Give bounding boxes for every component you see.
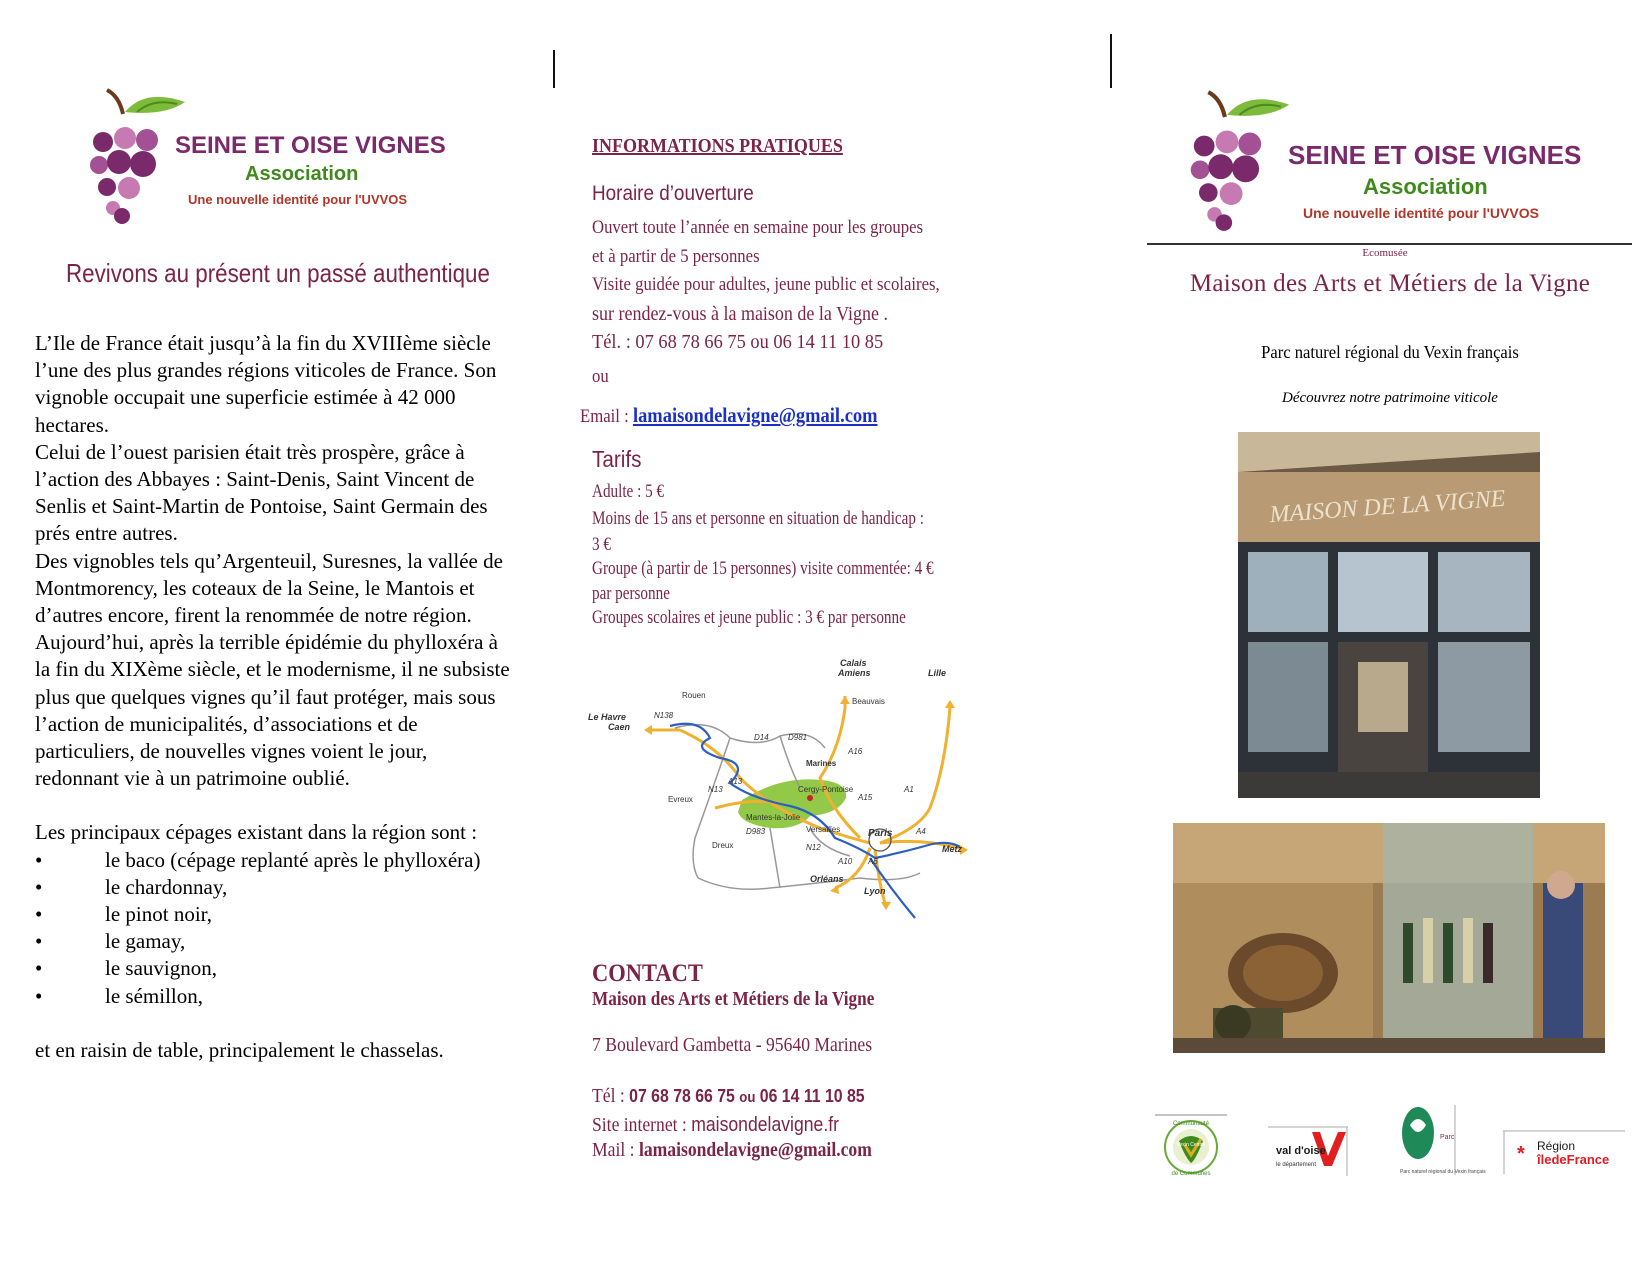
ecomusee-label: Ecomusée <box>1362 247 1408 259</box>
contact-title: CONTACT <box>592 960 703 987</box>
contact-mail: Mail : lamaisondelavigne@gmail.com <box>592 1139 872 1161</box>
logo-association-text: Association <box>1363 174 1488 199</box>
opening-hours-title: Horaire d’ouverture <box>592 182 754 205</box>
map-label: Marines <box>806 759 837 768</box>
val-doise-logo <box>1268 1126 1348 1176</box>
map-label: Calais <box>840 658 867 668</box>
list-item: • le pinot noir, <box>35 902 213 927</box>
map-label: A10 <box>838 857 853 866</box>
map-label: Caen <box>608 722 631 732</box>
map-label: Cergy-Pontoise <box>798 785 854 794</box>
map-label: Lille <box>928 668 947 678</box>
column-divider-right <box>1110 34 1112 88</box>
building-sign: MAISON DE LA VIGNE <box>1268 485 1507 529</box>
map-label: Orléans <box>810 874 844 884</box>
map-label: D981 <box>788 733 808 742</box>
svg-text:Vexin Centre: Vexin Centre <box>1176 1142 1206 1148</box>
map-label: Mantes-la-Jolie <box>746 813 801 822</box>
map-label: D983 <box>746 827 766 836</box>
header-rule <box>1147 243 1632 245</box>
map-label: A13 <box>728 777 743 786</box>
history-paragraph: L’Ile de France était jusqu’à la fin du XVIIIème siècle l’une des plus grandes régions viticoles de France. Son vignoble occupait une superficie estimée à 42 000 hectares. <box>35 331 497 437</box>
map-label: Lyon <box>864 886 886 896</box>
map-label: Rouen <box>682 691 706 700</box>
map-label: N13 <box>708 785 723 794</box>
logo-tagline: Une nouvelle identité pour l'UVVOS <box>1303 205 1539 221</box>
parc-text: Parc naturel régional du Vexin français <box>1261 342 1519 362</box>
building-photo <box>1238 432 1540 798</box>
list-item: • le gamay, <box>35 929 186 954</box>
contact-block <box>592 960 1032 1162</box>
slogan: Revivons au présent un passé authentique <box>66 258 490 288</box>
decouvrez-text: Découvrez notre patrimoine viticole <box>1282 390 1498 406</box>
location-map <box>588 658 1020 963</box>
map-label: Dreux <box>712 841 734 850</box>
opening-hours: Ouvert toute l’année en semaine pour les groupes et à partir de 5 personnes Visite guidée pour adultes, jeune public et scolaires, sur rendez-vous à la maison de la Vigne . Tél. : 07 68 78 66 75 ou 06 14 11 10 85 ou <box>592 217 940 387</box>
svg-text:le département: le département <box>1276 1162 1317 1168</box>
museum-title: Maison des Arts et Métiers de la Vigne <box>1189 270 1591 297</box>
svg-text:Région: Région <box>1537 1139 1576 1153</box>
svg-text:val d'oise: val d'oise <box>1276 1145 1326 1157</box>
history-paragraph: Des vignobles tels qu’Argenteuil, Suresnes, la vallée de Montmorency, les coteaux de la Seine, le Mantois et d’autres encore, firent la renommée de notre région. <box>35 548 503 628</box>
list-item: • le sémillon, <box>35 983 203 1008</box>
email-line: Email : lamaisondelavigne@gmail.com <box>580 403 878 427</box>
list-item: • le baco (cépage replanté après le phylloxéra) <box>35 847 481 872</box>
svg-text:de Communes: de Communes <box>1171 1171 1211 1177</box>
association-logo-left <box>85 86 485 226</box>
association-logo-right <box>1185 88 1615 233</box>
map-label: Paris <box>868 828 893 839</box>
map-label: Amiens <box>838 668 871 678</box>
info-title: INFORMATIONS PRATIQUES <box>592 135 843 157</box>
map-label: Le Havre <box>588 712 627 722</box>
map-label: A16 <box>848 747 863 756</box>
interior-photo <box>1173 823 1605 1053</box>
contact-address: 7 Boulevard Gambetta - 95640 Marines <box>592 1034 873 1056</box>
history-text <box>35 330 515 1064</box>
website-link[interactable]: maisondelavigne.fr <box>691 1114 839 1136</box>
email-link[interactable]: lamaisondelavigne@gmail.com <box>632 403 878 427</box>
svg-text:Parc naturel régional du Vexin: Parc naturel régional du Vexin français <box>1400 1169 1486 1175</box>
tarifs-list: Adulte : 5 € Moins de 15 ans et personne en situation de handicap : 3 € Groupe (à partir de 15 personnes) visite commentée: 4 € par personne Groupes scolaires et jeune public : 3 € par personne <box>592 481 934 628</box>
map-label: A4 <box>916 827 926 836</box>
contact-phone: Tél : 07 68 78 66 75 ou 06 14 11 10 85 <box>592 1084 865 1107</box>
cepages-intro: Les principaux cépages existant dans la région sont : <box>35 820 478 845</box>
svg-text:îledeFrance: îledeFrance <box>1537 1152 1610 1167</box>
map-label: Versailles <box>806 825 841 834</box>
history-paragraph: Aujourd’hui, après la terrible épidémie du phylloxéra à la fin du XIXème siècle, et le modernisme, il ne subsiste plus que quelques vignes qu’il faut protéger, mais sous l’action de municipalités, d’associations et de particuliers, de nouvelles vignes voient le jour, redonnant vie à un patrimoine oublié. <box>35 630 510 791</box>
closing-text: et en raisin de table, principalement le chasselas. <box>35 1037 444 1062</box>
logo-association-text: Association <box>245 163 359 185</box>
svg-text:Parc: Parc <box>1440 1134 1455 1141</box>
region-ile-de-france-logo <box>1503 1130 1625 1174</box>
map-label: D14 <box>754 733 769 742</box>
history-paragraph: Celui de l’ouest parisien était très prospère, grâce à l’action des Abbayes : Saint-Denis, Saint Vincent de Senlis et Saint-Martin de Pontoise, Saint Germain des prés entre autres. <box>35 439 488 546</box>
grape-cluster-icon <box>1185 88 1300 233</box>
map-label: Evreux <box>668 795 693 804</box>
map-label: A15 <box>858 793 873 802</box>
cepages-list <box>35 847 515 1010</box>
list-item: • le sauvignon, <box>35 956 217 981</box>
logo-brand-text: SEINE ET OISE VIGNES <box>1288 140 1582 170</box>
logo-tagline: Une nouvelle identité pour l'UVVOS <box>188 192 408 207</box>
mail-link[interactable]: lamaisondelavigne@gmail.com <box>638 1139 872 1161</box>
contact-website: Site internet : maisondelavigne.fr <box>592 1114 839 1136</box>
map-label: Beauvais <box>852 697 885 706</box>
map-label: N138 <box>654 711 674 720</box>
list-item: • le chardonnay, <box>35 874 228 899</box>
map-label: A1 <box>904 785 914 794</box>
communaute-communes-logo <box>1155 1111 1227 1177</box>
column-divider-left <box>553 50 555 88</box>
map-label: N12 <box>806 843 821 852</box>
map-label: A6 <box>868 857 878 866</box>
tarifs-title: Tarifs <box>592 445 642 472</box>
parc-naturel-logo <box>1400 1105 1486 1175</box>
contact-name: Maison des Arts et Métiers de la Vigne <box>592 988 875 1010</box>
svg-text:*: * <box>1517 1143 1525 1165</box>
map-label: Metz <box>942 844 962 854</box>
practical-info <box>580 135 1032 633</box>
logo-brand-text: SEINE ET OISE VIGNES <box>175 132 446 159</box>
svg-text:Communauté: Communauté <box>1172 1121 1210 1127</box>
